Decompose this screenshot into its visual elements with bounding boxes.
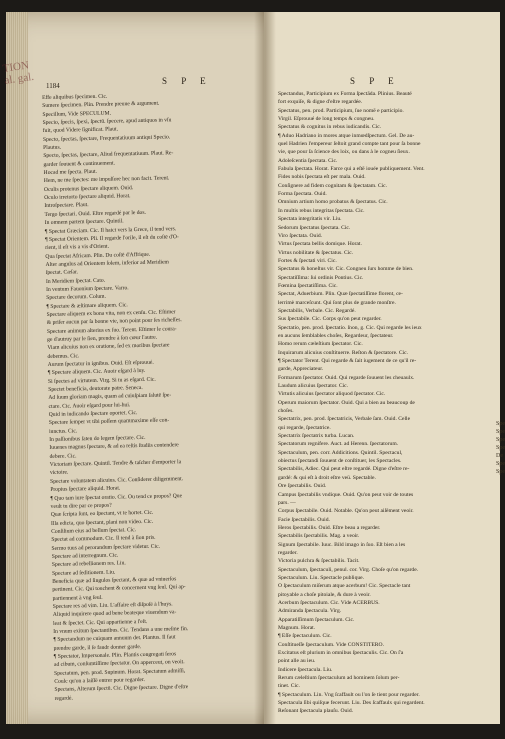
dictionary-entry-line: Conſignere ad fidem cognitam & ſpectatam. Cic.	[278, 182, 388, 189]
dictionary-entry-line: Reſonant ſpectacula plauſu. Ouid.	[278, 708, 354, 715]
dictionary-entry-line: Effe aliquibus ſpecimen. Cic.	[42, 93, 108, 101]
dictionary-entry-line: gardé: & qui eſt à droit eſtre veü. Spectable.	[278, 474, 376, 481]
dictionary-entry-line: Excitatus eſt plurium in omnibus ſpectaculis. Cic. On ſ'a	[278, 650, 404, 657]
dictionary-entry-line: Forma ſpectata. Ouid.	[278, 191, 327, 198]
dictionary-entry-line: Adoleſcentia ſpectata. Cic.	[278, 157, 338, 164]
dictionary-entry-line: en aucuns ſemblables choſes, Regardeur, ſpectateur.	[278, 332, 394, 339]
dictionary-entry-line: Si ſpectes ad virtutem. Virg. Si tu as eſgard. Cic.	[47, 376, 156, 385]
dictionary-entry-line: Virtutis alicuius ſpectator aliquod ſpectator. Cic.	[278, 391, 386, 398]
dictionary-entry-line: Victoria pulchra & ſpectabilis. Tacit.	[278, 558, 360, 565]
dictionary-entry-line: ge d'autruy par le ſien, prendre à ſon cœur l'autre.	[47, 334, 158, 343]
dictionary-entry-line: debere. Cic.	[49, 453, 77, 460]
dictionary-entry-line: ¶ Quo tam iure ſpectat oratio. Cic. Ou tend ce propos? Que	[50, 492, 183, 502]
dictionary-entry-line: In omnem partem ſpectare. Quintil.	[44, 218, 124, 227]
dictionary-entry-line: ¶ Eſſe ſpectaculum. Cic.	[278, 633, 332, 640]
dictionary-entry-line: Spectare ſemper vt tibi poſſem quammaxime eſſe con-	[48, 417, 170, 427]
dictionary-entry-line: ¶ Spectator Terent. Qui regarde & ſait iugement de ce qu'il re-	[278, 358, 417, 364]
right-text-column	[278, 90, 496, 716]
dictionary-entry-line: Spectatio, pen. prod. ſpectatio. ſnon, g. Cic. Qui regarde les ieux	[278, 324, 422, 331]
stamp-text-2: al. gal.	[3, 70, 35, 87]
left-text-column	[42, 90, 269, 703]
dictionary-entry-line: veult tu dire par ce propos?	[50, 502, 112, 510]
dictionary-entry-line: Ad ſuum gloriam magis, quam ad cuiuſpiam ſalutē ſpe-	[48, 392, 172, 402]
dictionary-entry-line: Aurum ſpectatur in ignibus. Ouid. Eſt eſprouué.	[47, 359, 154, 368]
dictionary-entry-line: Indicere ſpectacula. Liu.	[278, 666, 333, 673]
dictionary-entry-line: Sumere ſpecimen. Plin. Prendre preuue & argument.	[42, 100, 160, 110]
dictionary-entry-line: Spectare res ad vim. Liu. L'affaire eſt diſpoſé à l'huys.	[52, 601, 173, 610]
dictionary-entry-line: Rerum cæleſtium ſpectaculum ad hominem ſolum per-	[278, 675, 400, 682]
dictionary-entry-line: qui regarde, ſpectatrice.	[278, 424, 331, 431]
dictionary-entry-line: Spectare ad rebellionem res. Liu.	[51, 560, 126, 569]
dictionary-entry-line: tinet. Cic.	[278, 683, 300, 690]
dictionary-entry-line: Spectabilis ſpectabilis. Mag. a veoir.	[278, 533, 360, 540]
dictionary-entry-line: choſes.	[278, 408, 294, 415]
dictionary-entry-line: Oculo irretorto ſpectare aliquid. Horat.	[44, 193, 131, 202]
dictionary-entry-line: Spectabilis, Verbale. Cic. Regardé.	[278, 307, 356, 314]
dictionary-entry-line: Spectatus & honeſtus vir. Cic. Congneu ſurs homme de bien.	[278, 266, 414, 273]
dictionary-entry-line: Fœmina ſpectatiſſima. Cic.	[278, 282, 338, 289]
dictionary-entry-line: Campus ſpectabilis vndique. Ouid. Qu'on peut voir de toutes	[278, 491, 414, 498]
dictionary-entry-line: Specio, ſpecis, ſpexi, ſpectū. ſpecere, apud antiquos in vſu	[42, 117, 172, 127]
dictionary-entry-line: rient, il eſt vis a vis d'Orient.	[45, 243, 110, 252]
dictionary-entry-line: Coulc qu'on a laiſſé entrer pour regarder.	[54, 677, 145, 685]
bleed-fragment: Spe	[496, 461, 505, 467]
dictionary-entry-line: ¶ Aduo Hadriano in mores atque inmœdſpectum. Gel. De au-	[278, 132, 415, 139]
dictionary-entry-line: Spectare aliquem ex bona vita, non ex cenſu. Cic. Eſtimer	[46, 309, 176, 318]
dictionary-entry-line: Iuuenes magnus ſpectare, & ad ea reſtis ſtudiis contendere	[49, 442, 179, 452]
dictionary-entry-line: Victoriam ſpectare. Quintil. Tendre & taſcher d'emporter la	[49, 459, 182, 469]
dictionary-entry-line: Spectatus, pen. prod. Participium, ſue nomē e participio.	[278, 107, 404, 114]
dictionary-entry-line: lerrimè marceſcunt. Qui ſont plus de grande monſtre.	[278, 299, 396, 306]
stamp-text: TION	[2, 59, 30, 75]
dictionary-entry-line: Fabula ſpectata. Horat. Farce qui a eſtē iouée publiquement. Vent.	[278, 166, 425, 173]
dictionary-entry-line: Spectare voluntatem alicuius. Cic. Conſiderer diligemment.	[50, 475, 184, 485]
running-head-right: S P E	[350, 76, 400, 86]
dictionary-entry-line: Spectabilis, Adiec. Qui peut eſtre regardé. Digne d'eſtre re-	[278, 466, 410, 473]
dictionary-entry-line: partiennent à vng ſeul.	[52, 594, 103, 602]
dictionary-entry-line: Viam alicuius non ex oratione, ſed ex moribus ſpectare	[47, 342, 170, 352]
dictionary-entry-line: Spectaculum. Liu. Spectacle publique.	[278, 574, 365, 581]
bleed-fragment: Spe	[496, 429, 505, 435]
dictionary-entry-line: Oculis protenus ſpectare aliquem. Ouid.	[43, 184, 134, 193]
dictionary-entry-line: Spectatrix, pen. prod. ſpectatricis, Verbale ſam. Ouid. Celle	[278, 416, 411, 423]
dictionary-entry-line: Apparatiſſimum ſpectaculum. Cic.	[278, 616, 355, 623]
dictionary-entry-line: ¶ Spectaculum. Lin. Vng ſcaffault ou l'on ſe tient pour regarder.	[278, 691, 420, 698]
dictionary-entry-line: Spectatorum regnifere. Auct. ad Herenn. ſpectatorum.	[278, 441, 399, 448]
dictionary-entry-line: Virtus nobilitate & ſpectatus. Cic.	[278, 249, 354, 256]
dictionary-entry-line: Introſpectare. Plaut.	[44, 202, 89, 210]
dictionary-entry-line: Specillum, Vide SPECULUM.	[42, 110, 112, 118]
dictionary-entry-line: Alter angulus ad Orientem ſolem, inferior ad Meridiem	[45, 259, 169, 268]
dictionary-entry-line: pertinent. Cic. Qui touchent & concernent vng ſeul. Qui ap-	[52, 584, 186, 594]
dictionary-entry-line: vie, que pour ſa ſcience des loix, ou dans à le cogneu ſieux.	[278, 149, 410, 156]
dictionary-entry-line: quel Hadrien l'empereur ſeſtoit grand compte tant pour ſa bonne	[278, 141, 421, 148]
dictionary-entry-line: leat & ſpectet. Cic. Qui appartienne a ſ'eſt.	[53, 618, 148, 627]
dictionary-entry-line: Heros ſpectabilis. Ouid. Eſtre beau a regarder.	[278, 524, 381, 531]
dictionary-entry-line: Spectatum, pen. prod. Supinum. Horat. Spectatum admiſſi,	[54, 667, 186, 677]
dictionary-entry-line: Fides nobis ſpectata eſt per mala. Ouid.	[278, 174, 366, 181]
dictionary-entry-line: Spectare decorum. Colum.	[46, 293, 106, 302]
dictionary-entry-line: Spectatiſſima: ſui ordinis Pontius. Cic.	[278, 274, 364, 281]
dictionary-entry-line: Signum ſpectabile. Iuuc. Bild imago in ſuo. Eſt bien a les	[278, 541, 406, 548]
dictionary-entry-line: Sedorum ſpectatus ſpectata. Cic.	[278, 224, 351, 231]
dictionary-entry-line: garder ſouuent & continuement.	[43, 160, 115, 168]
dictionary-entry-line: Conſilium eius ad bellum ſpectat. Cic.	[51, 526, 137, 535]
dictionary-entry-line: Spectans, Alterum ſpectū. Cic. Digne ſpectare. Digne d'eſtre	[54, 684, 189, 694]
dictionary-entry-line: Specto, ſpectas, ſpectare, Frequentatiuum antiqui Specio.	[42, 134, 171, 143]
dictionary-entry-line: fuit, quod Videre ſignificat. Plaut.	[42, 126, 119, 135]
dictionary-entry-line: Magnum. Horat.	[278, 625, 316, 631]
dictionary-entry-line: fort exquiſe, & digne d'eſtre regardée.	[278, 99, 363, 106]
dictionary-entry-line: In Meridiem ſpectat. Cato.	[45, 277, 106, 285]
dictionary-entry-line: ¶ Spectat Orientem. Pli. Il regarde l'orile, il eſt du coſtē d'O-	[44, 234, 179, 243]
dictionary-entry-line: Plautus.	[43, 144, 62, 152]
dictionary-entry-line: Spectat, Aduerbium. Plin. Quæ ſpectatiſſime florent, ce-	[278, 291, 403, 298]
dictionary-entry-line: prendre garde, il ſe faudr donner garde.	[53, 643, 142, 652]
dictionary-entry-line: Spectaculum, pen. corr. Addicitions. Quintil. Spectacul,	[278, 449, 403, 456]
dictionary-entry-line: ad cibum, conſumtiſſime ſpectatur. On apperceut, on veoit.	[53, 659, 185, 669]
dictionary-entry-line: ſpectat. Cæſar.	[45, 269, 78, 277]
dictionary-entry-line: Facie ſpectabilis. Ouid.	[278, 516, 330, 523]
dictionary-entry-line: Homo rerum cæleſtium ſpectator. Cic.	[278, 341, 363, 348]
bleed-fragment: Spe	[496, 421, 505, 427]
dictionary-entry-line: Specto, ſpectas, ſpectare, Aliud frequentatiuum. Plaut. Re-	[43, 150, 174, 160]
dictionary-entry-line: Spectandus, Participium ex Forma ſpectāda. Plinius. Beauté	[278, 91, 412, 97]
dictionary-entry-line: debemus. Cic.	[47, 352, 80, 360]
dictionary-entry-line: regarder.	[278, 549, 298, 556]
dictionary-entry-line: & priſer aucun par ſa bonne vie, non point pour ſes richeſſes.	[46, 317, 182, 327]
dictionary-entry-line: Virgil. Eſprouué de long temps & congneu.	[278, 116, 375, 123]
dictionary-entry-line: ¶ Spectare & æſtimare aliquem. Cic.	[46, 301, 128, 310]
dictionary-entry-line: Formarum ſpectator. Ouid. Qui regarde ſouuent les cheuaulx.	[278, 374, 415, 381]
dictionary-entry-line: regardé.	[54, 695, 73, 702]
bleed-fragment: Spe	[496, 445, 505, 451]
dictionary-entry-line: Spectare ad interregnum. Cic.	[51, 552, 119, 560]
dictionary-entry-line: ctare. Cic. Auoir eſgard pour lui-hui.	[48, 401, 131, 410]
dictionary-entry-line: ¶ Spectare aliquem. Cic. Auoir eſgard à luy.	[47, 368, 146, 377]
dictionary-entry-line: victoire.	[49, 469, 69, 477]
dictionary-entry-line: Beneficia quæ ad ſingulos ſpectant, & quæ ad vniuerſos	[52, 576, 177, 585]
dictionary-entry-line: iunctus. Cic.	[49, 428, 78, 435]
bleed-fragment: Spe	[496, 469, 505, 475]
dictionary-entry-line: Admiranda ſpectacula. Virg.	[278, 608, 342, 615]
dictionary-entry-line: Spectare ad ſeditionem. Liu.	[51, 569, 116, 577]
dictionary-entry-line: Propius ſpectare aliquid. Horat.	[50, 485, 121, 494]
dictionary-entry-line: Quid in iudicando ſpectare oportet. Cic.	[48, 410, 138, 418]
dictionary-entry-line: Operum maiorum ſpectator. Ouid. Qui a bien au beaucoup de	[278, 399, 415, 406]
dictionary-entry-line: Ore ſpectabilis. Ouid.	[278, 483, 327, 490]
dictionary-entry-line: pitoyable a choſe pitoiale, & dure à veoir.	[278, 591, 371, 598]
dictionary-entry-line: point alle au ieu.	[278, 658, 316, 665]
dictionary-entry-line: Fortes & ſpectati viri. Cic.	[278, 257, 337, 264]
dictionary-entry-line: Tergo ſpectari. Ouid. Eſtre regardé par le dos.	[44, 209, 146, 218]
facing-page-bleed	[496, 420, 504, 620]
dictionary-entry-line: Spectare animum alterius ex ſuo. Terent. Eſtimer le coura-	[46, 325, 177, 335]
dictionary-entry-line: Qua ſpectat Africam. Plin. Du coſtē d'Affrique.	[45, 251, 151, 260]
dictionary-entry-line: garde, Appreciateur.	[278, 366, 324, 373]
book-spread	[2, 12, 500, 724]
dictionary-entry-line: Virtus ſpectata bellis domique. Horat.	[278, 241, 362, 248]
dictionary-entry-line: Spectet beneficia, deutorate patre. Seneca.	[48, 384, 143, 393]
dictionary-entry-line: Sus ſpectabile. Cic. Corps qu'on peut regarder.	[278, 316, 382, 323]
dictionary-entry-line: obiectus ſpectandi ſouuent de conſtituer, les Spectacles.	[278, 458, 402, 465]
dictionary-entry-line: Acerbum ſpectaculum. Cic. Vide ACERBUS.	[278, 599, 380, 606]
dictionary-entry-line: Spectaculum, ſpectaculi, penul. cor. Virg. Choſe qu'on regarde.	[278, 566, 419, 573]
dictionary-entry-line: ¶ Spectandum ne cuiquam annuum det. Plantus. Il faut	[53, 634, 176, 644]
dictionary-entry-line: Illa edicta, quo ſpectant, plani non video. Cic.	[50, 518, 154, 527]
dictionary-entry-line: Omnium artium homo probatus & ſpectatus. Cic.	[278, 199, 388, 206]
dictionary-entry-line: Spectatus & cognitus in rebus iudicandis. Cic.	[278, 124, 382, 131]
dictionary-entry-line: ¶ Spectat Græciam. Cic. Il haict vers la Grece, il tend vers.	[44, 225, 177, 235]
running-head-left: S P E	[162, 76, 212, 86]
dictionary-entry-line: Corpus ſpectabile. Ouid. Notable. Qu'on peut aiſément veoir.	[278, 508, 414, 515]
dictionary-entry-line: Spectata integritatis vir. Liu.	[278, 216, 342, 223]
dictionary-entry-line: Spectatrix ſpectatrix turba. Lucan.	[278, 433, 355, 440]
dictionary-entry-line: In ventum Fauonium ſpectare. Varro.	[46, 285, 129, 293]
dictionary-entry-line: Aliquid inquirere quod ad bene beateque viuendum va-	[52, 609, 177, 619]
dictionary-entry-line: Inquirarum alicuius conſtituerre. Reſton & ſpectatore. Cic.	[278, 349, 409, 356]
dictionary-entry-line: Spectacula ſibi quiſque fecerunt. Liu. Des ſcaffaulx qui regardent.	[278, 700, 425, 707]
dictionary-entry-line: In paſſionibus ſaten do legem ſpectare. Cic.	[49, 435, 146, 444]
dictionary-entry-line: Hocad me ſpecta. Plaut.	[43, 168, 97, 177]
bleed-fragment: Spe	[496, 437, 505, 443]
dictionary-entry-line: Viro ſpectata. Ouid.	[278, 232, 323, 239]
dictionary-entry-line: Quæ ſcripta ſunt, eo ſpectant, vt te hortet. Cic.	[50, 509, 154, 519]
bleed-fragment: De	[496, 453, 503, 459]
dictionary-entry-line: ¶ Spectator, Impersonale. Plin. Plantis congregati ſeros	[53, 651, 177, 660]
dictionary-entry-line: Conſtitueſſe ſpectaculum. Vide CONSTITERO.	[278, 641, 384, 648]
dictionary-entry-line: In vnum exitum ſpectantibus. Cic. Tendans a une meſme fin.	[53, 626, 189, 635]
dictionary-entry-line: In multis rebus integritas ſpectata. Cic.	[278, 207, 365, 214]
page-number: 1184	[46, 82, 60, 90]
dictionary-entry-line: Sermo tuus ad perorandum ſpectare videtur. Cic.	[51, 543, 160, 552]
dictionary-entry-line: Laudum alicuius ſpectator. Cic.	[278, 383, 349, 390]
dictionary-entry-line: Spectat ad commodum. Cic. Il tend à ſion pris.	[51, 534, 156, 544]
dictionary-entry-line: Hem, ne me ſpectes: me impulſore hec non facit. Terent.	[43, 175, 170, 185]
dictionary-entry-line: pars. —	[278, 499, 296, 506]
dictionary-entry-line: O ſpectaculum miſerum atque acerbum! Cic. Spectacle tant	[278, 583, 411, 590]
